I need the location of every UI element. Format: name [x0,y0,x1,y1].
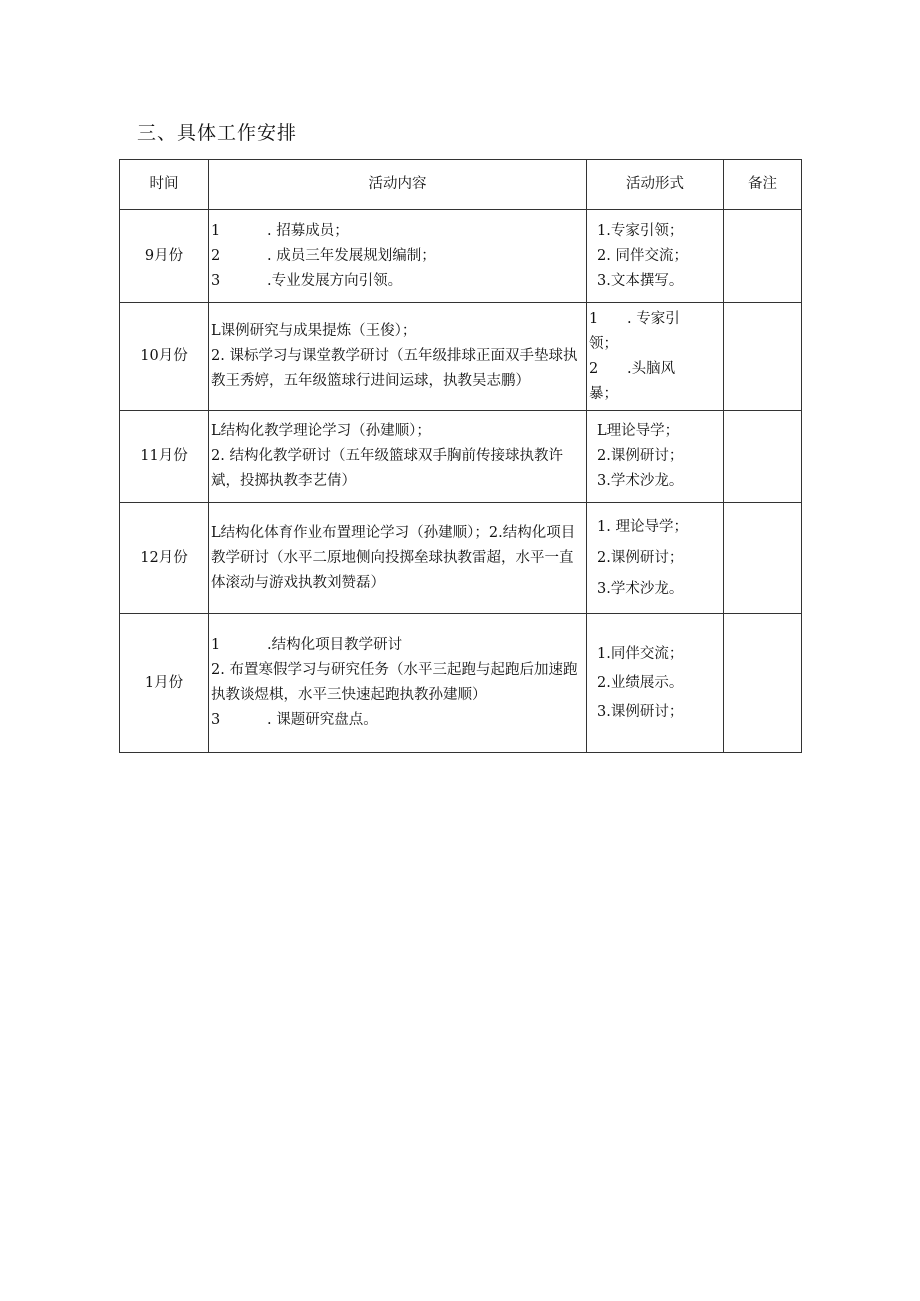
row-content [209,411,587,503]
row-time: 1月份 [120,614,209,753]
content-item: 2. 课标学习与课堂教学研讨（五年级排球正面双手垫球执教王秀婷，五年级篮球行进间运球，执教吴志鹏） [211,348,578,389]
row-form [587,210,724,303]
form-item: 2. 同伴交流； [597,247,688,264]
row-note [724,303,802,411]
content-item: L结构化教学理论学习（孙建顺）； [211,423,431,439]
row-time: 11月份 [120,411,209,503]
row-form [587,411,724,503]
form-item: 1.专家引领； [597,222,684,239]
content-item: 1 .结构化项目教学研讨 [211,637,403,653]
form-item: 领； [589,335,618,352]
form-item: 3.学术沙龙。 [597,580,684,597]
row-content [209,503,587,614]
row-note [724,503,802,614]
row-note [724,614,802,753]
form-item: 2.业绩展示。 [597,674,684,691]
row-time: 10月份 [120,303,209,411]
table-row [120,411,802,503]
form-item: 3.学术沙龙。 [597,473,684,489]
row-content [209,614,587,753]
table-row [120,503,802,614]
content-item: 2. 结构化教学研讨（五年级篮球双手胸前传接球执教许斌，投掷执教李艺倩） [211,448,563,489]
content-item: 2. 布置寒假学习与研究任务（水平三起跑与起跑后加速跑执教谈煜棋，水平三快速起跑执教孙建顺） [211,662,578,703]
section-heading: 三、具体工作安排 [137,122,298,144]
header-note: 备注 [724,160,802,210]
form-item: 1 . 专家引 [589,310,680,327]
row-content [209,303,587,411]
row-form [587,303,724,411]
table-header-row [120,160,802,210]
row-content [209,210,587,303]
header-form: 活动形式 [587,160,724,210]
content-item: 1 . 招募成员； [211,222,349,239]
row-form [587,614,724,753]
row-time: 12月份 [120,503,209,614]
row-time: 9月份 [120,210,209,303]
form-item: 2.课例研讨； [597,448,684,464]
form-item: 3.文本撰写。 [597,272,684,289]
table-row [120,614,802,753]
form-item: L理论导学； [597,423,680,439]
form-item: 1. 理论导学； [597,518,688,535]
form-item: 1.同伴交流； [597,645,684,662]
form-item: 2 .头脑风 [589,360,676,377]
work-schedule-table [119,159,802,753]
form-item: 2.课例研讨； [597,549,684,566]
row-note [724,411,802,503]
form-item: 暴； [589,385,618,402]
row-note [724,210,802,303]
content-item: 3 .专业发展方向引领。 [211,272,403,289]
row-form [587,503,724,614]
content-item: 2 . 成员三年发展规划编制； [211,247,436,264]
content-item: L课例研究与成果提炼（王俊）； [211,323,417,339]
content-item: L结构化体育作业布置理论学习（孙建顺）；2.结构化项目教学研讨（水平二原地侧向投掷垒球执教雷超，水平一直体滚动与游戏执教刘赞磊） [211,524,576,591]
header-content: 活动内容 [209,160,587,210]
table-row [120,303,802,411]
content-item: 3 . 课题研究盘点。 [211,712,378,728]
header-time: 时间 [120,160,209,210]
table-row [120,210,802,303]
form-item: 3.课例研讨； [597,703,684,720]
